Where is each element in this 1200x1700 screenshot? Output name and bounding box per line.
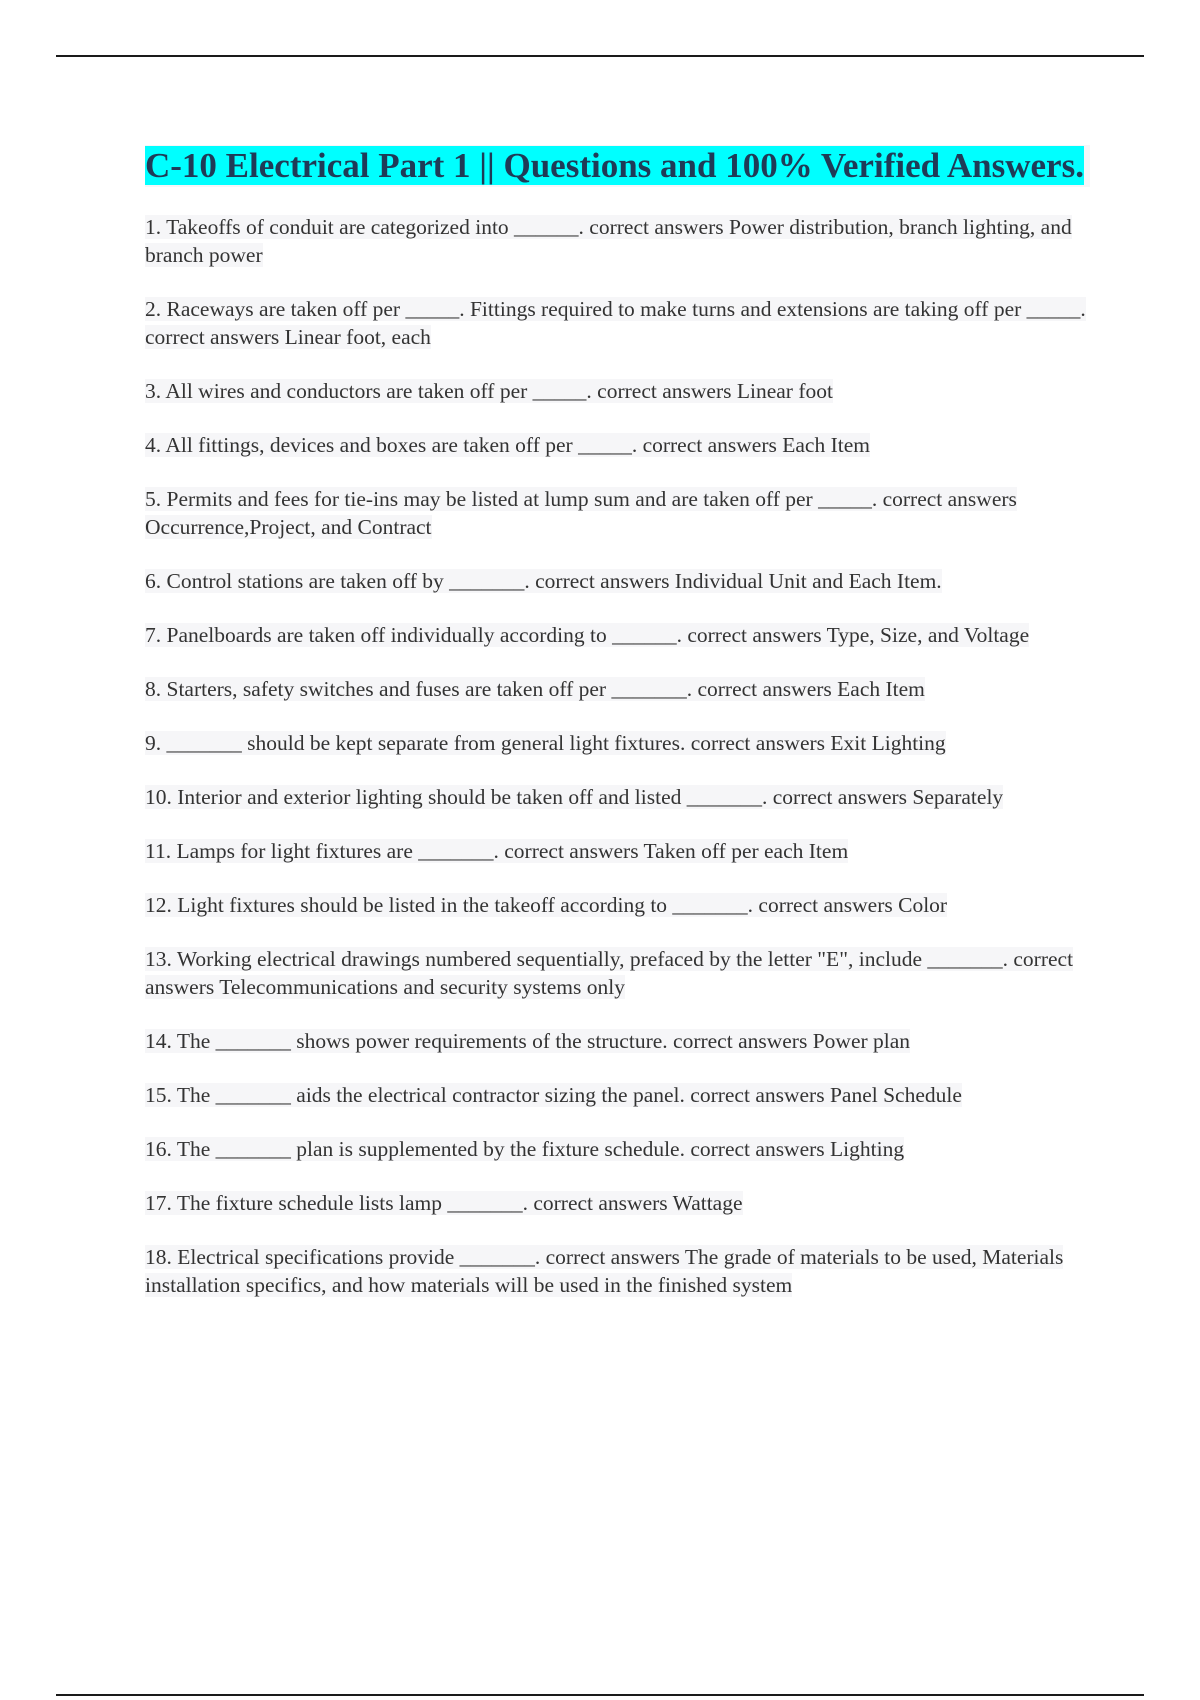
qa-item: [145, 1243, 1090, 1299]
document-body: [145, 145, 1090, 1325]
qa-item-text: 8. Starters, safety switches and fuses are taken off per _______. correct answers Each Item: [145, 677, 925, 701]
qa-item: [145, 213, 1090, 269]
qa-item: [145, 1027, 1090, 1055]
qa-item-text: 11. Lamps for light fixtures are _______. correct answers Taken off per each Item: [145, 839, 849, 863]
footer-divider: [56, 1694, 1144, 1696]
qa-item: [145, 295, 1090, 351]
qa-item: [145, 891, 1090, 919]
qa-item-text: 18. Electrical specifications provide _______. correct answers The grade of materials to be used, Materials installation specifics, and how materials will be used in the finished system: [145, 1245, 1064, 1297]
qa-item-text: 7. Panelboards are taken off individually according to ______. correct answers Type, Size, and Voltage: [145, 623, 1030, 647]
qa-item: [145, 945, 1090, 1001]
qa-item: [145, 1081, 1090, 1109]
qa-item-text: 10. Interior and exterior lighting should be taken off and listed _______. correct answers Separately: [145, 785, 1004, 809]
qa-item-text: 16. The _______ plan is supplemented by the fixture schedule. correct answers Lighting: [145, 1137, 905, 1161]
qa-item: [145, 485, 1090, 541]
qa-item-text: 3. All wires and conductors are taken off per _____. correct answers Linear foot: [145, 379, 833, 403]
qa-item-text: 4. All fittings, devices and boxes are taken off per _____. correct answers Each Item: [145, 433, 870, 457]
qa-item: [145, 675, 1090, 703]
qa-item: [145, 377, 1090, 405]
qa-item-text: 9. _______ should be kept separate from general light fixtures. correct answers Exit Lighting: [145, 731, 946, 755]
qa-item: [145, 621, 1090, 649]
qa-item: [145, 567, 1090, 595]
qa-item-text: 6. Control stations are taken off by _______. correct answers Individual Unit and Each Item.: [145, 569, 942, 593]
qa-item: [145, 1135, 1090, 1163]
qa-item-text: 15. The _______ aids the electrical contractor sizing the panel. correct answers Panel Schedule: [145, 1083, 962, 1107]
qa-item: [145, 1189, 1090, 1217]
qa-item-text: 14. The _______ shows power requirements of the structure. correct answers Power plan: [145, 1029, 911, 1053]
page-title-text: C-10 Electrical Part 1 || Questions and 100% Verified Answers.: [145, 146, 1084, 185]
qa-item: [145, 729, 1090, 757]
header-divider: [56, 55, 1144, 57]
qa-item: [145, 837, 1090, 865]
qa-item-text: 2. Raceways are taken off per _____. Fittings required to make turns and extensions are taking off per _____. correct answers Linear foot, each: [145, 297, 1086, 349]
qa-item-text: 1. Takeoffs of conduit are categorized into ______. correct answers Power distribution, branch lighting, and branch power: [145, 215, 1072, 267]
qa-item: [145, 783, 1090, 811]
page-title: [145, 145, 1090, 187]
qa-item-text: 13. Working electrical drawings numbered sequentially, prefaced by the letter "E", include _______. correct answers Telecommunications and security systems only: [145, 947, 1074, 999]
qa-list: [145, 213, 1090, 1299]
qa-item-text: 12. Light fixtures should be listed in the takeoff according to _______. correct answers Color: [145, 893, 948, 917]
qa-item: [145, 431, 1090, 459]
qa-item-text: 5. Permits and fees for tie-ins may be listed at lump sum and are taken off per _____. correct answers Occurrence,Project, and Contract: [145, 487, 1017, 539]
title-block: [145, 145, 1090, 187]
qa-item-text: 17. The fixture schedule lists lamp _______. correct answers Wattage: [145, 1191, 743, 1215]
